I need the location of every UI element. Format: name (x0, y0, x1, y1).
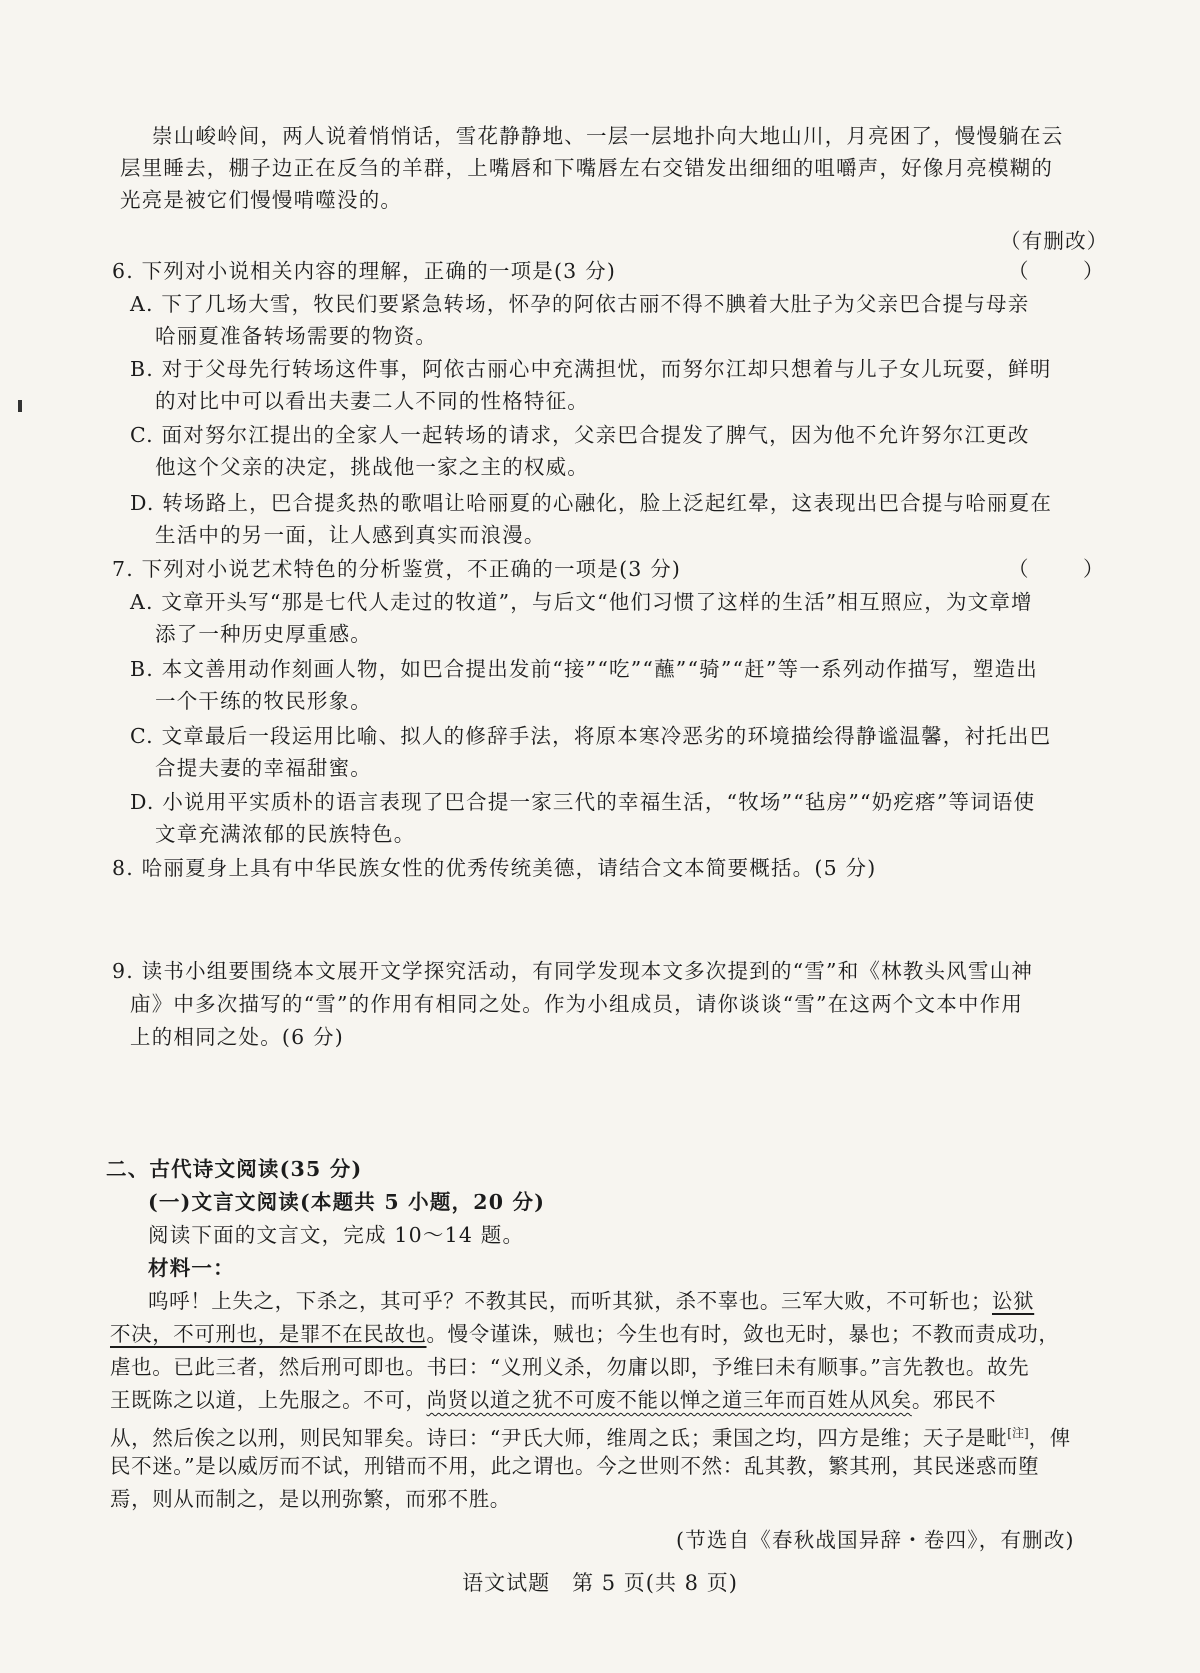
question-9-line-2: 庙》中多次描写的“雪”的作用有相同之处。作为小组成员，请你谈谈“雪”在这两个文本中作用 (130, 992, 1024, 1016)
passage-line-1: 崇山峻岭间，两人说着悄悄话，雪花静静地、一层一层地扑向大地山川，月亮困了，慢慢躺在云 (152, 124, 1064, 148)
classical-line-5 (110, 1417, 1071, 1454)
classical-line-1-text: 呜呼！上失之，下杀之，其可乎？不教其民，而听其狱，杀不辜也。三军大败，不可斩也； (148, 1289, 992, 1313)
classical-line-4-end: 。邪民不 (911, 1388, 997, 1412)
underlined-sentence-start: 讼狱 (992, 1289, 1035, 1313)
passage-note: （有删改） (1000, 229, 1109, 253)
underlined-sentence: 不决，不可刑也，是罪不在民故也 (110, 1322, 427, 1346)
question-9-line-1: 9. 读书小组要围绕本文展开文学探究活动，有同学发现本文多次提到的“雪”和《林教头风雪山神 (112, 959, 1034, 983)
question-7-answer-blank: （ ） (1008, 557, 1128, 581)
section-2-title: 二、古代诗文阅读(35 分) (106, 1157, 363, 1181)
q6-option-d: D. 转场路上，巴合提炙热的歌唱让哈丽夏的心融化，脸上泛起红晕，这表现出巴合提与哈丽夏在 (130, 491, 1053, 515)
classical-source: (节选自《春秋战国异辞・卷四》，有删改) (676, 1528, 1075, 1552)
section-2-subtitle: (一)文言文阅读(本题共 5 小题，20 分) (148, 1190, 546, 1214)
q6-option-b: B. 对于父母先行转场这件事，阿依古丽心中充满担忧，而努尔江却只想着与儿子女儿玩耍，鲜明 (130, 357, 1052, 381)
q7-option-d-cont: 文章充满浓郁的民族特色。 (155, 822, 416, 846)
page-footer: 语文试题 第 5 页(共 8 页) (462, 1571, 738, 1595)
classical-line-4-text: 王既陈之以道，上先服之。不可， (110, 1388, 427, 1412)
classical-line-2 (110, 1318, 1060, 1350)
q6-option-b-cont: 的对比中可以看出夫妻二人不同的性格特征。 (155, 389, 589, 413)
q7-option-d: D. 小说用平实质朴的语言表现了巴合提一家三代的幸福生活，“牧场”“毡房”“奶疙瘩”等词语使 (130, 790, 1036, 814)
q7-option-c-cont: 合提夫妻的幸福甜蜜。 (155, 756, 372, 780)
question-8: 8. 哈丽夏身上具有中华民族女性的优秀传统美德，请结合文本简要概括。(5 分) (112, 856, 877, 880)
q6-option-c-cont: 他这个父亲的决定，挑战他一家之主的权威。 (155, 455, 589, 479)
question-9-line-3: 上的相同之处。(6 分) (130, 1025, 344, 1049)
classical-line-1 (148, 1285, 1034, 1317)
classical-line-5-end: ，俾 (1028, 1425, 1071, 1450)
wavy-underlined-sentence: 尚贤以道之犹不可废不能以惮之道三年而百姓从风矣 (426, 1388, 912, 1412)
q7-option-b-cont: 一个干练的牧民形象。 (155, 689, 372, 713)
classical-line-4 (110, 1384, 996, 1416)
q7-option-b: B. 本文善用动作刻画人物，如巴合提出发前“接”“吃”“蘸”“骑”“赶”等一系列动作描写，塑造出 (130, 657, 1038, 681)
question-6-answer-blank: （ ） (1008, 259, 1128, 283)
q6-option-a: A. 下了几场大雪，牧民们要紧急转场，怀孕的阿依古丽不得不腆着大肚子为父亲巴合提与母亲 (130, 292, 1030, 316)
classical-line-3: 虐也。已此三者，然后刑可即也。书曰：“义刑义杀，勿庸以即，予维曰未有顺事。”言先教也。故先 (110, 1355, 1030, 1379)
passage-line-2: 层里睡去，棚子边正在反刍的羊群，上嘴唇和下嘴唇左右交错发出细细的咀嚼声，好像月亮模糊的 (120, 156, 1054, 180)
material-one-label: 材料一： (148, 1256, 235, 1280)
passage-line-3: 光亮是被它们慢慢啃噬没的。 (120, 188, 403, 212)
classical-line-2-text: 。慢令谨诛，贼也；今生也有时，敛也无时，暴也；不教而责成功， (426, 1322, 1060, 1346)
question-7-stem: 7. 下列对小说艺术特色的分析鉴赏，不正确的一项是(3 分) (112, 557, 682, 581)
q7-option-a-cont: 添了一种历史厚重感。 (155, 622, 372, 646)
q6-option-d-cont: 生活中的另一面，让人感到真实而浪漫。 (155, 523, 546, 547)
classical-line-5-text: 从，然后俟之以刑，则民知罪矣。诗曰：“尹氏大师，维周之氐；秉国之均，四方是维；天子是毗 (110, 1425, 1008, 1450)
q6-option-c: C. 面对努尔江提出的全家人一起转场的请求，父亲巴合提发了脾气，因为他不允许努尔江更改 (130, 423, 1030, 447)
q7-option-c: C. 文章最后一段运用比喻、拟人的修辞手法，将原本寒冷恶劣的环境描绘得静谧温馨，衬托出巴 (130, 724, 1052, 748)
classical-line-6: 民不迷。”是以威厉而不试，刑错而不用，此之谓也。今之世则不然：乱其教，繁其刑，其民迷惑而堕 (110, 1454, 1040, 1478)
binding-mark (18, 400, 22, 412)
footnote-marker: [注] (1007, 1426, 1029, 1440)
classical-line-7: 焉，则从而制之，是以刑弥繁，而邪不胜。 (110, 1487, 511, 1511)
q7-option-a: A. 文章开头写“那是七代人走过的牧道”，与后文“他们习惯了这样的生活”相互照应，为文章增 (130, 590, 1033, 614)
q6-option-a-cont: 哈丽夏准备转场需要的物资。 (155, 324, 438, 348)
question-6-stem: 6. 下列对小说相关内容的理解，正确的一项是(3 分) (112, 259, 617, 283)
section-2-instruction: 阅读下面的文言文，完成 10～14 题。 (148, 1223, 525, 1247)
